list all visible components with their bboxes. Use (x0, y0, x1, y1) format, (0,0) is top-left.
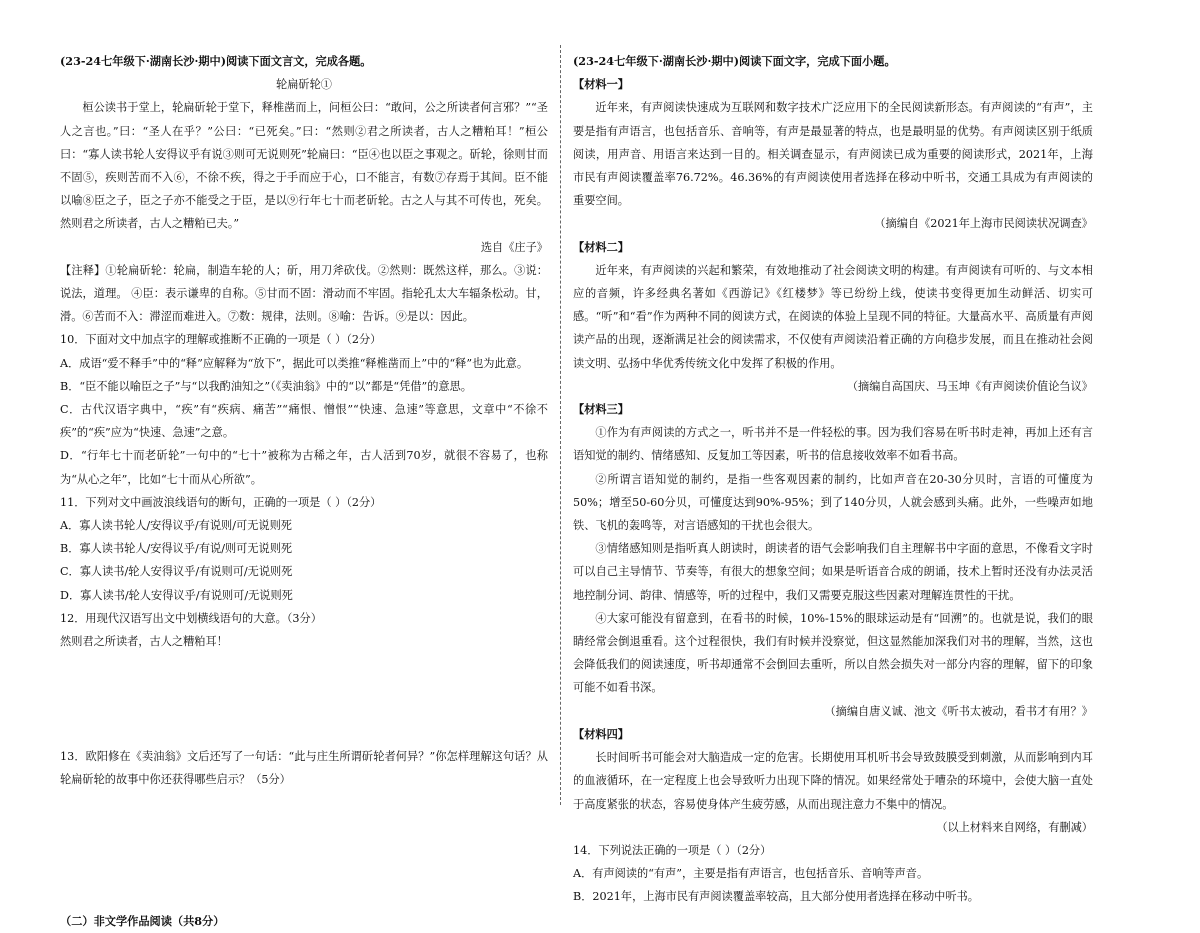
q10-option-d: D．“行年七十而老斫轮”一句中的“七十”被称为古稀之年，古人活到70岁，就很不容易了，也称为“从心之年”，比如“七十而从心所欲”。 (60, 449, 548, 486)
material-1-source: （摘编自《2021年上海市民阅读状况调查》 (874, 217, 1093, 231)
q10-option-b: B．“臣不能以喻臣之子”与“以我酌油知之”（《卖油翁》中的“以”都是“凭借”的意思。 (60, 379, 472, 393)
material-4-title: 【材料四】 (573, 726, 629, 741)
q11-option-a: A．寡人读书轮人/安得议乎/有说则/可无说则死 (60, 519, 292, 533)
material-2-source: （摘编自高国庆、马玉坤《有声阅读价值论刍议》 (846, 379, 1093, 393)
answer-space-13 (60, 792, 548, 910)
material-3-para-1: ①作为有声阅读的方式之一，听书并不是一件轻松的事。因为我们容易在听书时走神，再加上还有言语知觉的制约、情绪感知、反复加工等因素，听书的信息接收效率不如看书高。 (573, 426, 1093, 463)
material-4-source: （以上材料来自网络，有删减） (936, 820, 1093, 834)
material-1-title: 【材料一】 (573, 77, 629, 92)
material-3-source: （摘编自唐义诚、池文《听书太被动，看书才有用？》 (824, 704, 1093, 718)
material-1-text: 近年来，有声阅读快速成为互联网和数字技术广泛应用下的全民阅读新形态。有声阅读的“有声”，主要是指有声语言，也包括音乐、音响等，有声是最显著的特点，也是最明显的优势。有声阅读区别于纸质阅读，用声音、用语言来达到一目的。相关调查显示，有声阅读已成为重要的阅读形式，2021年，上海市民有声阅读覆盖率76.72%。46.36%的有声阅读使用者选择在移动中听书，交通工具成为有声阅读的重要空间。 (573, 101, 1093, 208)
column-divider (560, 45, 561, 805)
question-14: 14．下列说法正确的一项是（ ）（2分） (573, 843, 772, 857)
material-3-para-3: ③情绪感知则是指听真人朗读时，朗读者的语气会影响我们自主理解书中字面的意思，不像看文字时可以自己主导情节、节奏等，有很大的想象空间；如果是听语音合成的朗诵，技术上暂时还没有办法灵活地控制分词、韵律、情感等，听的过程中，我们又需要克服这些因素对理解连贯性的干扰。 (573, 542, 1093, 602)
material-3-para-2: ②所谓言语知觉的制约，是指一些客观因素的制约，比如声音在20-30分贝时，言语的可懂度为50%；增至50-60分贝，可懂度达到90%-95%；到了140分贝，人就会感到头痛。此外，一些噪声如地铁、飞机的轰鸣等，对言语感知的干扰也会很大。 (573, 472, 1093, 533)
q11-option-d: D．寡人读书/轮人安得议乎/有说则可/无说则死 (60, 588, 293, 602)
q11-option-b: B．寡人读书轮人/安得议乎/有说/则可无说则死 (60, 542, 293, 556)
q10-option-c: C．古代汉语字典中，“疾”有“疾病、痛苦”“痛恨、憎恨”“快速、急速”等意思，文章中“不徐不疾”的“疾”应为“快速、急速”之意。 (60, 403, 548, 440)
right-column (573, 50, 1093, 909)
q12-sentence: 然则君之所读者，古人之糟粕耳！ (60, 635, 228, 649)
q14-option-a: A．有声阅读的“有声”，主要是指有声语言，也包括音乐、音响等声音。 (573, 867, 929, 881)
passage-title: 轮扁斫轮① (276, 78, 332, 92)
material-3-para-4: ④大家可能没有留意到，在看书的时候，10%-15%的眼球运动是有“回溯”的。也就是说，我们的眼睛经常会倒退重看。这个过程很快，我们有时候并没察觉，但这显然能加深我们对书的理解，当然，这也会降低我们的阅读速度，听书却通常不会倒回去重听，所以自然会损失对一部分内容的理解，留下的印象可能不如看书深。 (573, 611, 1093, 695)
passage-source: 选自《庄子》 (480, 240, 548, 254)
material-2-text: 近年来，有声阅读的兴起和繁荣，有效地推动了社会阅读文明的构建。有声阅读有可听的、与文本相应的音频，许多经典名著如《西游记》《红楼梦》等已纷纷上线，使读书变得更加生动鲜活、切实可感。“听”和“看”作为两种不同的阅读方式，在阅读的体验上呈现不同的特征。大量高水平、高质量有声阅读产品的出现，逐渐满足社会的阅读需求，不仅使有声阅读沿着正确的方向稳步发展，而且在推动社会阅读文明、弘扬中华优秀传统文化中发挥了积极的作用。 (573, 263, 1093, 370)
passage-body: 桓公读书于堂上，轮扁斫轮于堂下，释椎凿而上，问桓公曰：“敢问，公之所读者何言邪？”“圣人之言也。”曰：“圣人在乎？”公曰：“已死矣。”曰：“然则②君之所读者，古人之糟粕耳！”桓公曰：“寡人读书轮人安得议乎有说③则可无说则死”轮扁曰：“臣④也以臣之事观之。斫轮，徐则甘而不固⑤，疾则苦而不入⑥，不徐不疾，得之于手而应于心，口不能言，有数⑦存焉于其间。臣不能以喻⑧臣之子，臣之子亦不能受之于臣，是以⑨行年七十而老斫轮。古之人与其不可传也，死矣。然则君之所读者，古人之糟粕已夫。” (60, 101, 548, 231)
left-column (60, 50, 548, 933)
section-heading-nonliterary: （二）非文学作品阅读（共8分） (60, 913, 225, 928)
q11-option-c: C．寡人读书/轮人安得议乎/有说则可/无说则死 (60, 565, 293, 579)
q14-option-b: B．2021年，上海市民有声阅读覆盖率较高，且大部分使用者选择在移动中听书。 (573, 890, 979, 904)
question-header-classical: (23-24七年级下·湖南长沙·期中)阅读下面文言文，完成各题。 (60, 54, 372, 68)
question-11: 11．下列对文中画波浪线语句的断句，正确的一项是（ ）（2分） (60, 495, 382, 509)
answer-space-12 (60, 653, 548, 745)
question-header-modern: (23-24七年级下·湖南长沙·期中)阅读下面文字，完成下面小题。 (573, 54, 896, 68)
material-4-text: 长时间听书可能会对大脑造成一定的危害。长期使用耳机听书会导致鼓膜受到刺激，从而影响到内耳的血液循环，在一定程度上也会导致听力出现下降的情况。如果经常处于嘈杂的环境中，会使大脑一直处于高度紧张的状态，容易使身体产生疲劳感，从而出现注意力不集中的情况。 (573, 751, 1093, 811)
material-2-title: 【材料二】 (573, 239, 629, 254)
q10-option-a: A．成语“爱不释手”中的“释”应解释为“放下”，据此可以类推“释椎凿而上”中的“释”也为此意。 (60, 356, 529, 370)
annotation-notes: 【注释】①轮扁斫轮：轮扁，制造车轮的人；斫，用刀斧砍伐。②然则：既然这样，那么。③说：说法，道理。 ④臣：表示谦卑的自称。⑤甘而不固：滑动而不牢固。指轮孔太大车辐条松动。甘，滑。⑥苦而不入：滞涩而难进入。⑦数：规律，法则。⑧喻：告诉。⑨是以：因此。 (60, 263, 548, 324)
question-13: 13．欧阳修在《卖油翁》文后还写了一句话：“此与庄生所谓斫轮者何异？”你怎样理解这句话？从轮扁斫轮的故事中你还获得哪些启示？（5分） (60, 750, 548, 787)
material-3-title: 【材料三】 (573, 402, 629, 417)
question-12: 12．用现代汉语写出文中划横线语句的大意。（3分） (60, 611, 322, 625)
question-10: 10．下面对文中加点字的理解或推断不正确的一项是（ ）（2分） (60, 333, 382, 347)
